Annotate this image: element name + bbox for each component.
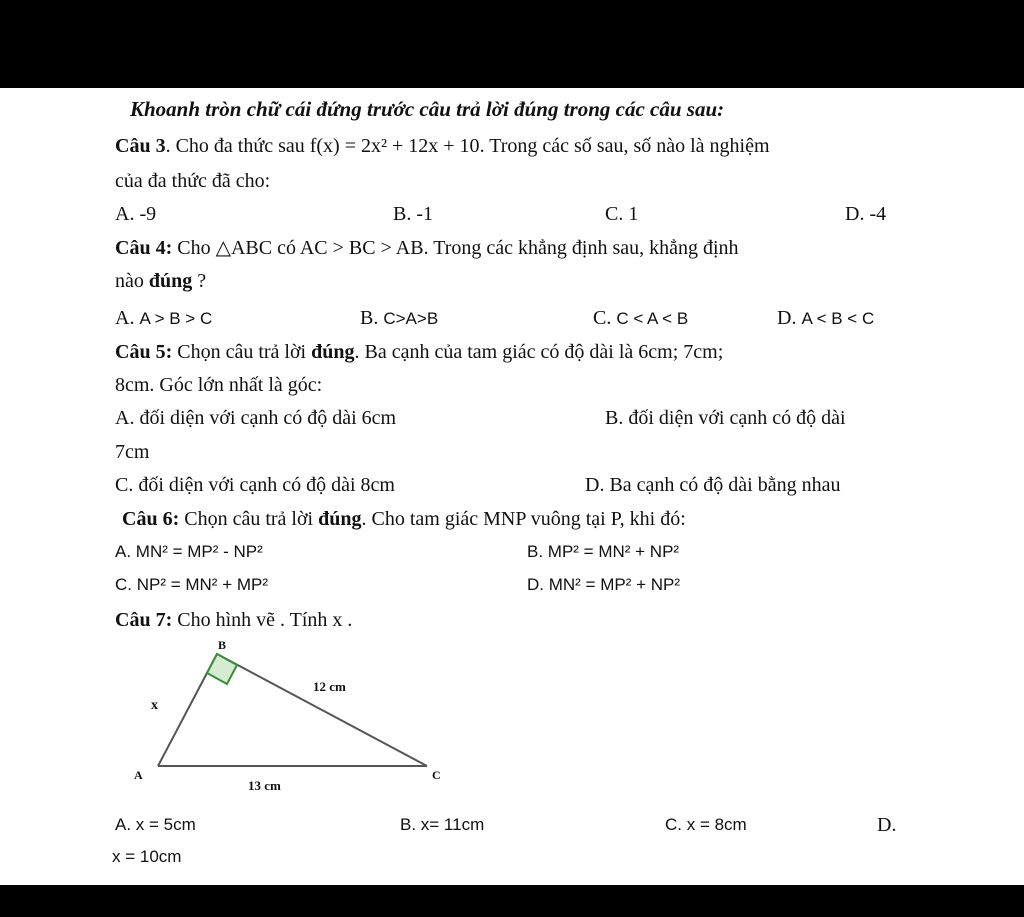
question-5-text-a: Chọn câu trả lời: [172, 341, 312, 363]
option-letter: B.: [360, 307, 379, 329]
right-angle-marker: [207, 654, 237, 684]
option-letter: C.: [593, 307, 612, 329]
question-3-text-b: . Trong các số sau, số nào là nghiệm: [479, 135, 770, 157]
question-5-option-b-continued: 7cm: [115, 441, 150, 463]
question-3-option-b: B. -1: [393, 203, 433, 225]
question-7-option-d: D.: [877, 814, 897, 836]
question-4-line2-bold: đúng: [148, 270, 193, 292]
side-label-bc: 12 cm: [313, 679, 346, 694]
option-text: C < A < B: [616, 309, 689, 328]
question-6-bold: đúng: [318, 508, 362, 530]
question-3-label: Câu 3: [115, 135, 166, 157]
triangle-figure: [0, 88, 1024, 885]
question-5-label: Câu 5:: [115, 341, 173, 363]
question-5-option-a: A. đối diện với cạnh có độ dài 6cm: [115, 407, 397, 429]
question-4-formula: △ABC có AC > BC > AB: [215, 237, 424, 259]
question-5-option-d: D. Ba cạnh có độ dài bằng nhau: [585, 474, 841, 496]
question-7-text: Cho hình vẽ . Tính x .: [172, 609, 353, 631]
question-7-label: Câu 7:: [115, 609, 173, 631]
question-4-text-a: Cho: [172, 237, 216, 259]
question-4-line2-b: ?: [192, 270, 207, 292]
question-6-text-a: Chọn câu trả lời: [179, 508, 319, 530]
question-6-option-d: D. MN² = MP² + NP²: [527, 575, 681, 594]
option-text: C>A>B: [383, 309, 439, 328]
question-6-label: Câu 6:: [122, 508, 180, 530]
question-3-option-a: A. -9: [115, 203, 157, 225]
question-7-option-b: B. x= 11cm: [400, 815, 485, 834]
worksheet-page: [0, 88, 1024, 885]
vertex-label-a: A: [134, 768, 143, 782]
question-6-option-a: A. MN² = MP² - NP²: [115, 542, 263, 561]
question-4-label: Câu 4:: [115, 237, 173, 259]
question-6-option-b: B. MP² = MN² + NP²: [527, 542, 680, 561]
question-7-option-c: C. x = 8cm: [665, 815, 747, 834]
instruction-heading: Khoanh tròn chữ cái đứng trước câu trả lời đúng trong các câu sau:: [130, 97, 725, 121]
question-5-stem-line2: 8cm. Góc lớn nhất là góc:: [115, 374, 323, 396]
question-6-option-c: C. NP² = MN² + MP²: [115, 575, 269, 594]
side-label-ac: 13 cm: [248, 778, 281, 793]
option-letter: D.: [777, 307, 797, 329]
question-6-text-b: . Cho tam giác MNP vuông tại P, khi đó:: [361, 508, 686, 530]
option-letter: A.: [115, 307, 135, 329]
question-5-option-c: C. đối diện với cạnh có độ dài 8cm: [115, 474, 395, 496]
question-5-option-b: B. đối diện với cạnh có độ dài: [605, 407, 846, 429]
option-text: A > B > C: [139, 309, 213, 328]
side-bc: [217, 654, 427, 766]
question-3-formula: f(x) = 2x² + 12x + 10: [309, 135, 480, 157]
question-3-stem-line2: của đa thức đã cho:: [115, 170, 271, 192]
question-4-line2-a: nào: [115, 270, 149, 292]
question-5-text-b: . Ba cạnh của tam giác có độ dài là 6cm; 7cm;: [354, 341, 724, 363]
side-label-x: x: [151, 698, 158, 713]
question-7-option-d-continued: x = 10cm: [112, 847, 182, 866]
question-5-bold: đúng: [311, 341, 355, 363]
question-3-option-c: C. 1: [605, 203, 639, 225]
question-4-text-b: . Trong các khẳng định sau, khẳng định: [423, 237, 739, 259]
question-7-option-a: A. x = 5cm: [115, 815, 196, 834]
question-3-option-d: D. -4: [845, 203, 887, 225]
option-text: A < B < C: [801, 309, 875, 328]
question-3-text-a: . Cho đa thức sau: [165, 135, 310, 157]
vertex-label-c: C: [432, 768, 441, 782]
vertex-label-b: B: [218, 638, 227, 652]
